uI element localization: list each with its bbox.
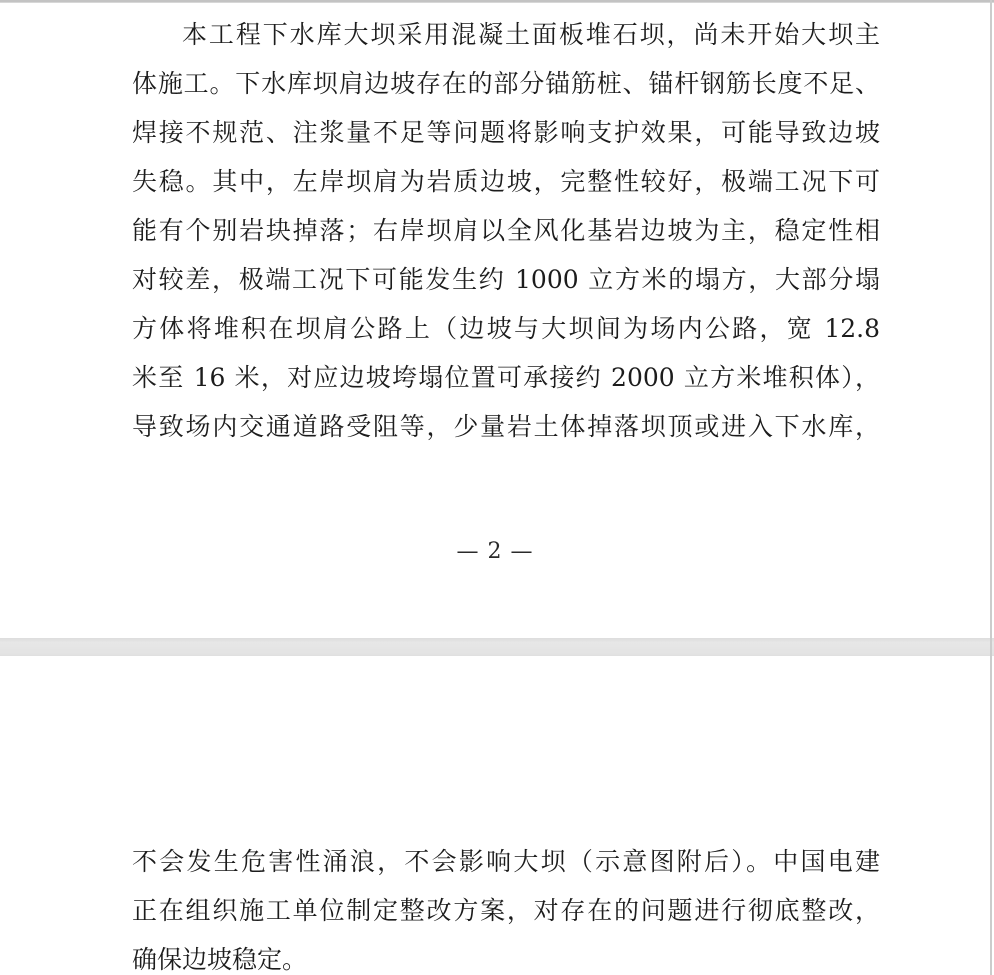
text-line: 不会发生危害性涌浪，不会影响大坝（示意图附后）。中国电建 xyxy=(132,847,880,876)
previous-page-gap-edge xyxy=(0,0,994,3)
text-line: 失稳。其中，左岸坝肩为岩质边坡，完整性较好，极端工况下可 xyxy=(132,167,880,196)
page-number-footer: — 2 — xyxy=(456,539,534,564)
page-separator xyxy=(0,638,994,656)
page-2-text-block xyxy=(132,10,880,451)
text-line: 正在组织施工单位制定整改方案，对存在的问题进行彻底整改， xyxy=(132,896,880,925)
text-line: 米至 16 米，对应边坡垮塌位置可承接约 2000 立方米堆积体）， xyxy=(132,363,880,392)
page-right-edge-line xyxy=(990,0,992,975)
document-page-2 xyxy=(0,3,990,638)
document-page-3 xyxy=(0,656,990,975)
page-3-text-block xyxy=(132,837,880,975)
text-line: 焊接不规范、注浆量不足等问题将影响支护效果，可能导致边坡 xyxy=(132,118,880,147)
text-line: 本工程下水库大坝采用混凝土面板堆石坝，尚未开始大坝主 xyxy=(182,20,880,49)
text-line: 方体将堆积在坝肩公路上（边坡与大坝间为场内公路，宽 12.8 xyxy=(132,314,880,343)
text-line: 能有个别岩块掉落；右岸坝肩以全风化基岩边坡为主，稳定性相 xyxy=(132,216,880,245)
text-line: 体施工。下水库坝肩边坡存在的部分锚筋桩、锚杆钢筋长度不足、 xyxy=(132,69,880,98)
text-line: 对较差，极端工况下可能发生约 1000 立方米的塌方，大部分塌 xyxy=(132,265,880,294)
text-line: 确保边坡稳定。 xyxy=(132,945,308,974)
text-line: 导致场内交通道路受阻等，少量岩土体掉落坝顶或进入下水库， xyxy=(132,412,880,441)
